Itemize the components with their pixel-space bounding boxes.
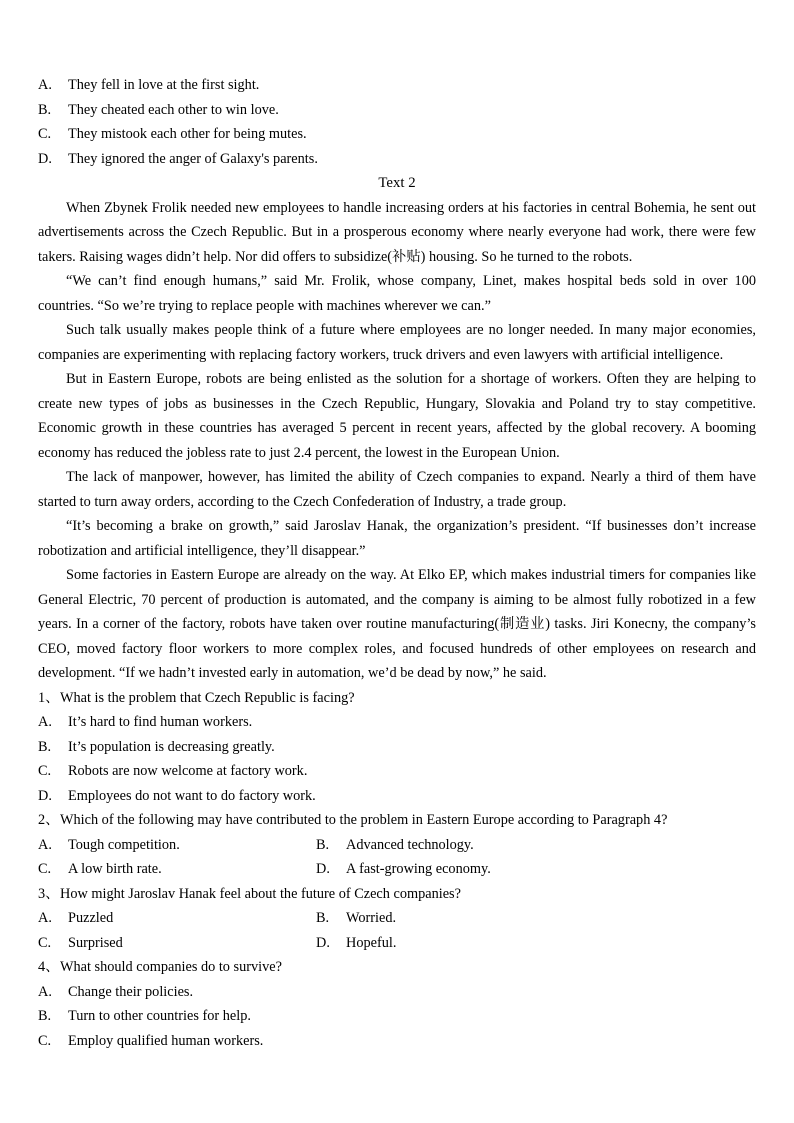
question-text: Which of the following may have contributed to the problem in Eastern Europe according to Paragraph 4? (60, 812, 668, 828)
answer-option (316, 833, 756, 858)
answer-option (38, 833, 316, 858)
option-text: They fell in love at the first sight. (68, 77, 260, 93)
answer-option (38, 122, 756, 147)
answer-option (38, 73, 756, 98)
option-letter: B. (38, 101, 52, 118)
answer-option (316, 857, 756, 882)
reading-passage (38, 196, 756, 686)
answer-option (38, 980, 756, 1005)
answer-option (38, 735, 756, 760)
question-number: 2、 (38, 812, 60, 828)
answer-option (38, 906, 316, 931)
previous-question-options (38, 73, 756, 171)
question-4 (38, 955, 756, 1053)
question-stem (38, 686, 756, 711)
question-2 (38, 808, 756, 882)
option-text: Employ qualified human workers. (68, 1032, 264, 1049)
option-letter: C. (38, 763, 52, 779)
question-number: 3、 (38, 885, 60, 902)
option-text: It’s hard to find human workers. (68, 714, 253, 730)
option-text: A fast-growing economy. (346, 861, 491, 877)
option-text: They mistook each other for being mutes. (68, 126, 307, 142)
question-number: 4、 (38, 959, 60, 975)
answer-option (316, 906, 756, 931)
question-stem (38, 808, 756, 833)
option-text: Worried. (346, 910, 397, 926)
question-options (38, 833, 756, 882)
answer-option (38, 931, 316, 956)
passage-paragraph: “It’s becoming a brake on growth,” said Jaroslav Hanak, the organization’s president. “If businesses don’t increase robotization and artificial intelligence, they’ll disappear.” (38, 518, 756, 559)
question-text: What is the problem that Czech Republic is facing? (60, 689, 355, 706)
comprehension-questions (38, 686, 756, 1054)
option-letter: C. (38, 934, 52, 951)
question-options (38, 710, 756, 808)
option-text: They cheated each other to win love. (68, 101, 279, 118)
option-text: Robots are now welcome at factory work. (68, 763, 308, 779)
question-stem (38, 955, 756, 980)
question-stem (38, 882, 756, 907)
option-letter: C. (38, 126, 52, 142)
option-letter: A. (38, 836, 52, 853)
option-text: Surprised (68, 934, 123, 951)
option-letter: B. (38, 1008, 52, 1024)
option-text: Turn to other countries for help. (68, 1008, 251, 1024)
option-letter: A. (38, 714, 52, 730)
answer-option (38, 98, 756, 123)
answer-option (38, 857, 316, 882)
option-letter: B. (316, 836, 330, 853)
question-3 (38, 882, 756, 956)
option-text: It’s population is decreasing greatly. (68, 738, 275, 755)
question-number: 1、 (38, 689, 60, 706)
option-letter: D. (316, 861, 330, 877)
question-options (38, 906, 756, 955)
option-letter: D. (38, 150, 52, 167)
question-options (38, 980, 756, 1054)
option-letter: D. (38, 787, 52, 804)
passage-paragraph: “We can’t find enough humans,” said Mr. Frolik, whose company, Linet, makes hospital beds sold in over 100 countries. “So we’re trying to replace people with machines wherever we can.” (38, 273, 756, 314)
option-letter: A. (38, 77, 52, 93)
answer-option (38, 759, 756, 784)
option-letter: D. (316, 934, 330, 951)
option-letter: A. (38, 983, 52, 1000)
passage-paragraph: But in Eastern Europe, robots are being enlisted as the solution for a shortage of workers. Often they are helping to create new types of jobs as businesses in the Czech Republic, Hungary, Slovakia and Poland try to stay competitive. Economic growth in these countries has averaged 5 percent in recent years, affected by the global recovery. A booming economy has reduced the jobless rate to just 2.4 percent, the lowest in the European Union. (38, 371, 756, 461)
option-text: Tough competition. (68, 836, 180, 853)
passage-paragraph: Such talk usually makes people think of a future where employees are no longer needed. In many major economies, companies are experimenting with replacing factory workers, truck drivers and even lawyers with artificial intelligence. (38, 322, 756, 363)
option-letter: C. (38, 861, 52, 877)
option-letter: B. (316, 910, 330, 926)
passage-paragraph: When Zbynek Frolik needed new employees to handle increasing orders at his factories in central Bohemia, he sent out advertisements across the Czech Republic. But in a prosperous economy where nearly everyone had work, there were few takers. Raising wages didn’t help. Nor did offers to subsidize(补贴) housing. So he turned to the robots. (38, 199, 756, 265)
section-title: Text 2 (378, 175, 416, 191)
question-text: How might Jaroslav Hanak feel about the future of Czech companies? (60, 885, 461, 902)
option-text: Change their policies. (68, 983, 194, 1000)
question-text: What should companies do to survive? (60, 959, 282, 975)
answer-option (38, 784, 756, 809)
passage-paragraph: Some factories in Eastern Europe are already on the way. At Elko EP, which makes industrial timers for companies like General Electric, 70 percent of production is automated, and the company is aiming to be almost fully robotized in a few years. In a corner of the factory, robots have taken over routine manufacturing(制造业) tasks. Jiri Konecny, the company’s CEO, moved factory floor workers to more complex roles, and focused hundreds of other employees on research and development. “If we hadn’t invested early in automation, we’d be dead by now,” he said. (38, 567, 756, 681)
answer-option (316, 931, 756, 956)
option-letter: B. (38, 738, 52, 755)
option-text: Puzzled (68, 910, 114, 926)
passage-paragraph: The lack of manpower, however, has limited the ability of Czech companies to expand. Nearly a third of them have started to turn away orders, according to the Czech Confederation of Industry, a trade group. (38, 469, 756, 510)
option-text: They ignored the anger of Galaxy's parents. (68, 150, 318, 167)
answer-option (38, 1004, 756, 1029)
option-text: Hopeful. (346, 934, 397, 951)
option-letter: C. (38, 1032, 52, 1049)
answer-option (38, 147, 756, 172)
option-letter: A. (38, 910, 52, 926)
answer-option (38, 1029, 756, 1054)
answer-option (38, 710, 756, 735)
option-text: Employees do not want to do factory work. (68, 787, 316, 804)
question-1 (38, 686, 756, 809)
option-text: A low birth rate. (68, 861, 162, 877)
option-text: Advanced technology. (346, 836, 474, 853)
